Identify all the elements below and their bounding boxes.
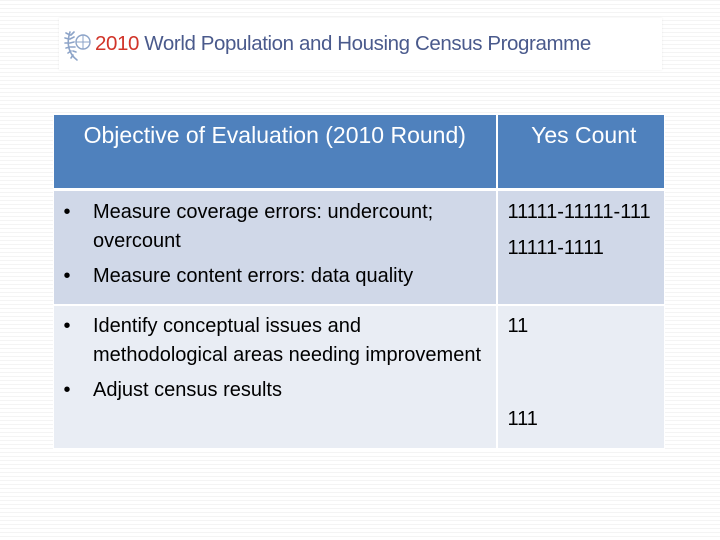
header-count-label: Yes Count: [531, 122, 637, 148]
bullet-icon: •: [63, 201, 71, 223]
un-laurel-logo-icon: [63, 24, 93, 64]
bullet-icon: •: [63, 379, 71, 401]
count-value: 11: [507, 315, 529, 337]
count-cell: [497, 305, 665, 449]
objective-text: Identify conceptual issues and methodological areas needing improvement: [93, 315, 482, 366]
objective-cell: [54, 305, 497, 449]
banner-title: [95, 31, 591, 55]
bullet-icon: •: [63, 315, 71, 337]
objective-text: Measure content errors: data quality: [93, 265, 414, 287]
count-value: 111: [507, 407, 538, 430]
census-programme-banner: [59, 18, 662, 70]
header-objective-label: Objective of Evaluation (2010 Round): [83, 122, 466, 148]
objective-text: Adjust census results: [93, 379, 282, 401]
header-objective: [54, 115, 497, 190]
header-count: [497, 115, 665, 190]
list-item: [54, 312, 496, 369]
banner-year: 2010: [95, 31, 140, 55]
list-item: [54, 376, 496, 405]
list-item: [54, 262, 496, 291]
banner-title-text: World Population and Housing Census Programme: [139, 31, 591, 55]
objective-cell: [54, 190, 497, 306]
objective-text: Measure coverage errors: undercount; overcount: [93, 201, 434, 252]
table-header-row: [54, 115, 665, 190]
count-value: 11111-11111-111: [507, 201, 651, 223]
count-value: 11111-1111: [507, 236, 604, 259]
count-cell: [497, 190, 665, 306]
list-item: [54, 198, 496, 255]
table-row: [54, 305, 665, 449]
table-row: [54, 190, 665, 306]
evaluation-table: [53, 114, 665, 450]
bullet-icon: •: [63, 265, 71, 287]
